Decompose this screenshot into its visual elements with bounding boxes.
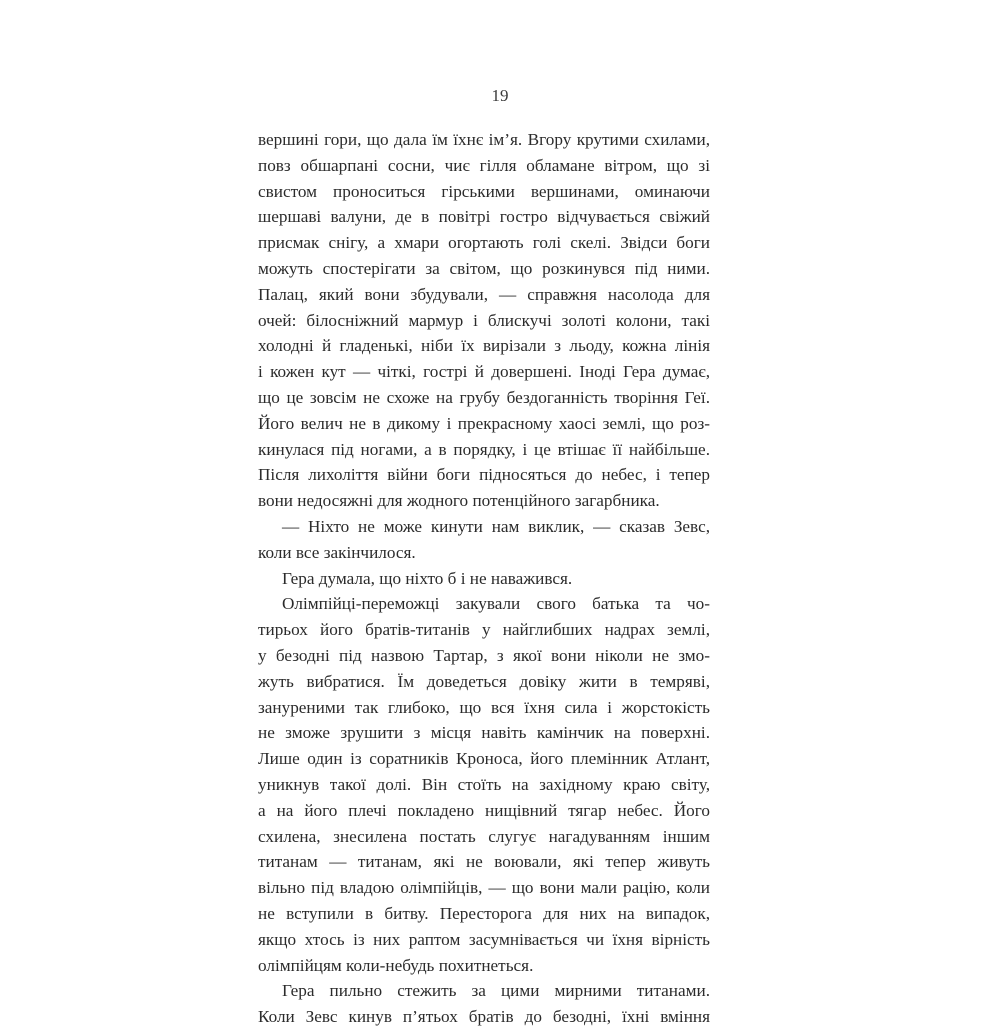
text-line: вільно під владою олімпійців, — що вони мали рацію, коли (258, 878, 710, 898)
text-line: не вступили в битву. Пересторога для них на випадок, (258, 903, 710, 923)
text-line: зануреними так глибоко, що вся їхня сила і жорстокість (258, 697, 710, 717)
text-line: свистом проноситься гірськими вершинами, оминаючи (258, 181, 710, 201)
text-line: Гера думала, що ніхто б і не наважився. (282, 568, 573, 588)
text-line: повз обшарпані сосни, чиє гілля обламане вітром, що зі (258, 155, 710, 175)
page-number: 19 (491, 86, 509, 105)
text-line: Його велич не в дикому і прекрасному хаосі землі, що роз- (258, 413, 710, 433)
text-line: очей: білосніжний мармур і блискучі золоті колони, такі (258, 310, 710, 330)
text-line: якщо хтось із них раптом засумнівається чи їхня вірність (258, 929, 710, 949)
text-line: — Ніхто не може кинути нам виклик, — сказав Зевс, (282, 516, 710, 536)
text-line: тирьох його братів-титанів у найглибших надрах землі, (258, 620, 710, 640)
text-line: шершаві валуни, де в повітрі гостро відчувається свіжий (258, 207, 710, 227)
text-line: коли все закінчилося. (258, 542, 416, 562)
body-text (258, 127, 710, 1030)
text-line: Коли Зевс кинув п’ятьох братів до безодні, їхні вміння (258, 1007, 710, 1027)
text-line: можуть спостерігати за світом, що розкинувся під ними. (258, 258, 710, 278)
text-line: не зможе зрушити з місця навіть камінчик на поверхні. (258, 723, 710, 743)
text-line: вони недосяжні для жодного потенційного загарбника. (258, 491, 660, 511)
text-line: кинулася під ногами, а в порядку, і це втішає її найбільше. (258, 439, 710, 459)
text-line: олімпійцям коли-небудь похитнеться. (258, 955, 534, 975)
text-line: і кожен кут — чіткі, гострі й довершені. Іноді Гера думає, (258, 362, 710, 382)
text-line: Лише один із соратників Кроноса, його племінник Атлант, (258, 749, 710, 769)
text-line: Гера пильно стежить за цими мирними титанами. (282, 981, 710, 1001)
text-line: холодні й гладенькі, ніби їх вирізали з льоду, кожна лінія (258, 336, 710, 356)
text-line: у безодні під назвою Тартар, з якої вони ніколи не змо- (258, 645, 710, 665)
text-line: уникнув такої долі. Він стоїть на західному краю світу, (258, 774, 710, 794)
text-line: жуть вибратися. Їм доведеться довіку жити в темряві, (258, 671, 710, 691)
text-line: вершині гори, що дала їм їхнє ім’я. Вгору крутими схилами, (258, 130, 710, 149)
text-line: а на його плечі покладено нищівний тягар небес. Його (258, 800, 710, 820)
text-line: Палац, який вони збудували, — справжня насолода для (258, 284, 710, 304)
text-line: що це зовсім не схоже на грубу бездоганність творіння Геї. (258, 387, 710, 407)
text-line: Після лихоліття війни боги підносяться до небес, і тепер (258, 465, 710, 485)
text-line: присмак снігу, а хмари огортають голі скелі. Звідси боги (258, 233, 710, 253)
text-line: титанам — титанам, які не воювали, які тепер живуть (258, 852, 710, 872)
text-line: схилена, знесилена постать слугує нагадуванням іншим (258, 826, 710, 846)
text-line: Олімпійці-переможці закували свого батька та чо- (282, 594, 710, 614)
